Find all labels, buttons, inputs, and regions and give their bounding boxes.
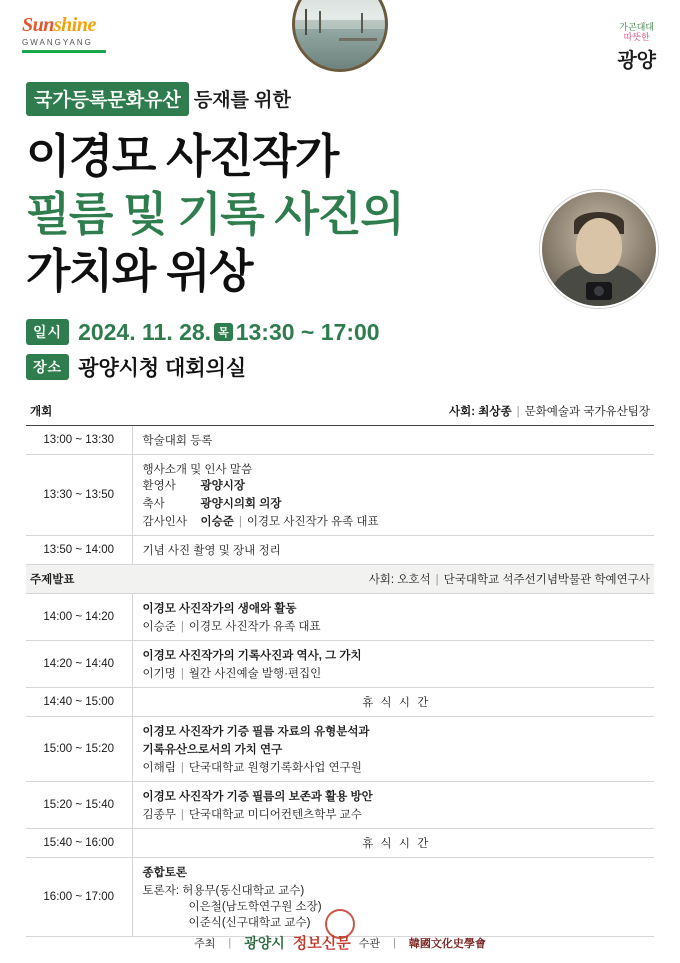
row-time: 13:30 ~ 13:50 <box>26 454 132 535</box>
gwangyang-city-logo <box>617 22 656 73</box>
open-host-name: 사회: 최상종 <box>449 405 512 418</box>
divider-bar: | <box>238 515 242 528</box>
press-logo: 정보신문 <box>292 936 351 952</box>
title-line-1: 이경모 사진작가 <box>26 130 338 182</box>
talk-title: 이경모 사진작가 기증 필름 자료의 유형분석과 <box>142 725 370 738</box>
session-host-name: 사회: 오호석 <box>368 573 431 586</box>
greeting-list <box>143 477 651 529</box>
table-row <box>26 640 654 687</box>
session-label: 주제발표 <box>30 573 75 586</box>
row-content <box>132 781 654 828</box>
city-logo-small: 가곤대대 따뜻한 <box>619 22 655 43</box>
talk-speaker-line <box>143 618 651 634</box>
greeting-role: 환영사 <box>142 479 176 492</box>
logo-underline <box>22 50 106 53</box>
table-row <box>26 828 654 857</box>
footer-line <box>0 932 680 953</box>
photo-tree-icon <box>305 9 307 35</box>
event-place-row <box>26 352 654 382</box>
sunshine-wordmark: Sunshine <box>22 14 96 36</box>
greeting-head: 행사소개 및 인사 말씀 <box>142 463 253 476</box>
row-content <box>132 593 654 640</box>
session-host <box>369 571 650 587</box>
host-value: 광양시 <box>244 936 285 952</box>
row-time: 15:40 ~ 16:00 <box>26 828 132 857</box>
greeting-name: 광양시의회 의장 <box>200 497 282 510</box>
talk-title-2: 기록유산으로서의 가치 연구 <box>142 743 283 756</box>
camera-icon <box>586 282 612 300</box>
talk-speaker-line <box>143 665 651 681</box>
date-tag: 일시 <box>26 319 69 345</box>
talk-affil: 단국대학교 미디어컨텐츠학부 교수 <box>188 808 362 821</box>
photo-tree3-icon <box>361 13 363 33</box>
date-value-day: 2024. 11. 28. <box>78 318 212 345</box>
schedule-section <box>26 398 654 937</box>
row-content <box>132 857 654 936</box>
panel-member: 이은철(남도학연구원 소장) <box>188 900 322 913</box>
place-value: 광양시청 대회의실 <box>78 356 247 380</box>
title-line-2: 필름 및 기록 사진의 <box>26 187 404 240</box>
talk-speaker: 이승준 <box>142 620 176 633</box>
place-tag: 장소 <box>26 354 69 380</box>
talk-affil: 이경모 사진작가 유족 대표 <box>188 620 321 633</box>
row-time: 14:40 ~ 15:00 <box>26 687 132 716</box>
session-host-affil: 단국대학교 석주선기념박물관 학예연구사 <box>443 573 650 586</box>
talk-speaker-line <box>143 759 651 775</box>
talk-title: 이경모 사진작가 기증 필름의 보존과 활용 방안 <box>142 790 373 803</box>
row-content: 휴 식 시 간 <box>132 687 654 716</box>
greeting-name: 이승준 <box>200 515 234 528</box>
table-row <box>26 781 654 828</box>
divider-bar: | <box>516 405 520 418</box>
talk-speaker: 김종무 <box>142 808 176 821</box>
greeting-name: 광양시장 <box>200 479 245 492</box>
event-date-row <box>26 319 654 346</box>
schedule-table <box>26 426 654 937</box>
date-value-time: 13:30 ~ 17:00 <box>235 318 380 345</box>
kicker-highlight: 국가등록문화유산 <box>26 82 189 116</box>
lake-photo-circle <box>292 0 388 72</box>
photo-dock <box>339 38 377 41</box>
table-row <box>26 593 654 640</box>
greeting-role: 축사 <box>142 497 165 510</box>
divider-bar: | <box>180 808 184 821</box>
open-label: 개회 <box>30 405 53 418</box>
row-content <box>132 640 654 687</box>
session-header-row <box>26 564 654 593</box>
table-row <box>26 454 654 535</box>
row-content: 휴 식 시 간 <box>132 828 654 857</box>
panel-title: 종합토론 <box>142 866 187 879</box>
talk-affil: 월간 사진예술 발행·편집인 <box>188 667 322 680</box>
poster-title-block <box>0 82 680 301</box>
row-content <box>132 716 654 781</box>
table-row <box>26 687 654 716</box>
host-label: 주최 <box>194 937 216 950</box>
row-time: 14:00 ~ 14:20 <box>26 593 132 640</box>
kicker-rest: 등재를 위한 <box>193 90 291 111</box>
row-content <box>132 454 654 535</box>
divider-bar: | <box>180 667 184 680</box>
row-content: 기념 사진 촬영 및 장내 정리 <box>132 535 654 564</box>
row-time: 15:20 ~ 15:40 <box>26 781 132 828</box>
schedule-open-header <box>26 398 654 426</box>
row-content: 학술대회 등록 <box>132 426 654 455</box>
open-host-affil: 문화예술과 국가유산팀장 <box>524 405 650 418</box>
table-row <box>26 535 654 564</box>
talk-speaker-line <box>143 806 651 822</box>
greeting-role: 감사인사 <box>142 515 187 528</box>
greeting-name-affil <box>201 513 651 529</box>
row-time: 13:50 ~ 14:00 <box>26 535 132 564</box>
poster-header <box>0 0 680 78</box>
photo-water <box>295 29 385 69</box>
divider-bar: | <box>180 761 184 774</box>
session-header <box>30 571 650 587</box>
row-time: 14:20 ~ 14:40 <box>26 640 132 687</box>
photo-tree2-icon <box>319 11 321 33</box>
date-value <box>78 319 380 346</box>
session-header-cell <box>26 564 654 593</box>
talk-title: 이경모 사진작가의 생애와 활동 <box>142 602 297 615</box>
panel-member: 이준식(신구대학교 교수) <box>188 916 311 929</box>
greeting-affil: 이경모 사진작가 유족 대표 <box>246 515 379 528</box>
divider-bar: | <box>180 620 184 633</box>
city-logo-name: 광양 <box>617 49 656 72</box>
photographer-portrait <box>540 190 658 308</box>
sunshine-sublabel: GWANGYANG <box>22 38 93 47</box>
divider-bar: | <box>435 573 439 586</box>
table-row <box>26 716 654 781</box>
divider-bar: | <box>228 936 232 949</box>
talk-affil: 단국대학교 원형기록화사업 연구원 <box>188 761 362 774</box>
panel-lead: 토론자: 허용무(동신대학교 교수) <box>142 884 305 897</box>
talk-speaker: 이기명 <box>142 667 176 680</box>
talk-title: 이경모 사진작가의 기록사진과 역사, 그 가치 <box>142 649 362 662</box>
title-line-3: 가치와 위상 <box>26 245 252 297</box>
row-time: 15:00 ~ 15:20 <box>26 716 132 781</box>
talk-speaker: 이해림 <box>142 761 176 774</box>
row-time: 16:00 ~ 17:00 <box>26 857 132 936</box>
poster-footer <box>0 932 680 953</box>
organizer-label: 수관 <box>358 937 381 950</box>
gwangyang-sunshine-logo <box>22 14 142 53</box>
poster-kicker <box>26 82 654 116</box>
organizer-value: 韓國文化史學會 <box>408 937 486 950</box>
portrait-face <box>576 218 622 274</box>
event-meta <box>0 319 680 382</box>
open-host <box>449 403 650 419</box>
divider-bar: | <box>393 936 396 949</box>
table-row <box>26 426 654 455</box>
row-time: 13:00 ~ 13:30 <box>26 426 132 455</box>
date-dow-badge: 목 <box>214 323 233 341</box>
